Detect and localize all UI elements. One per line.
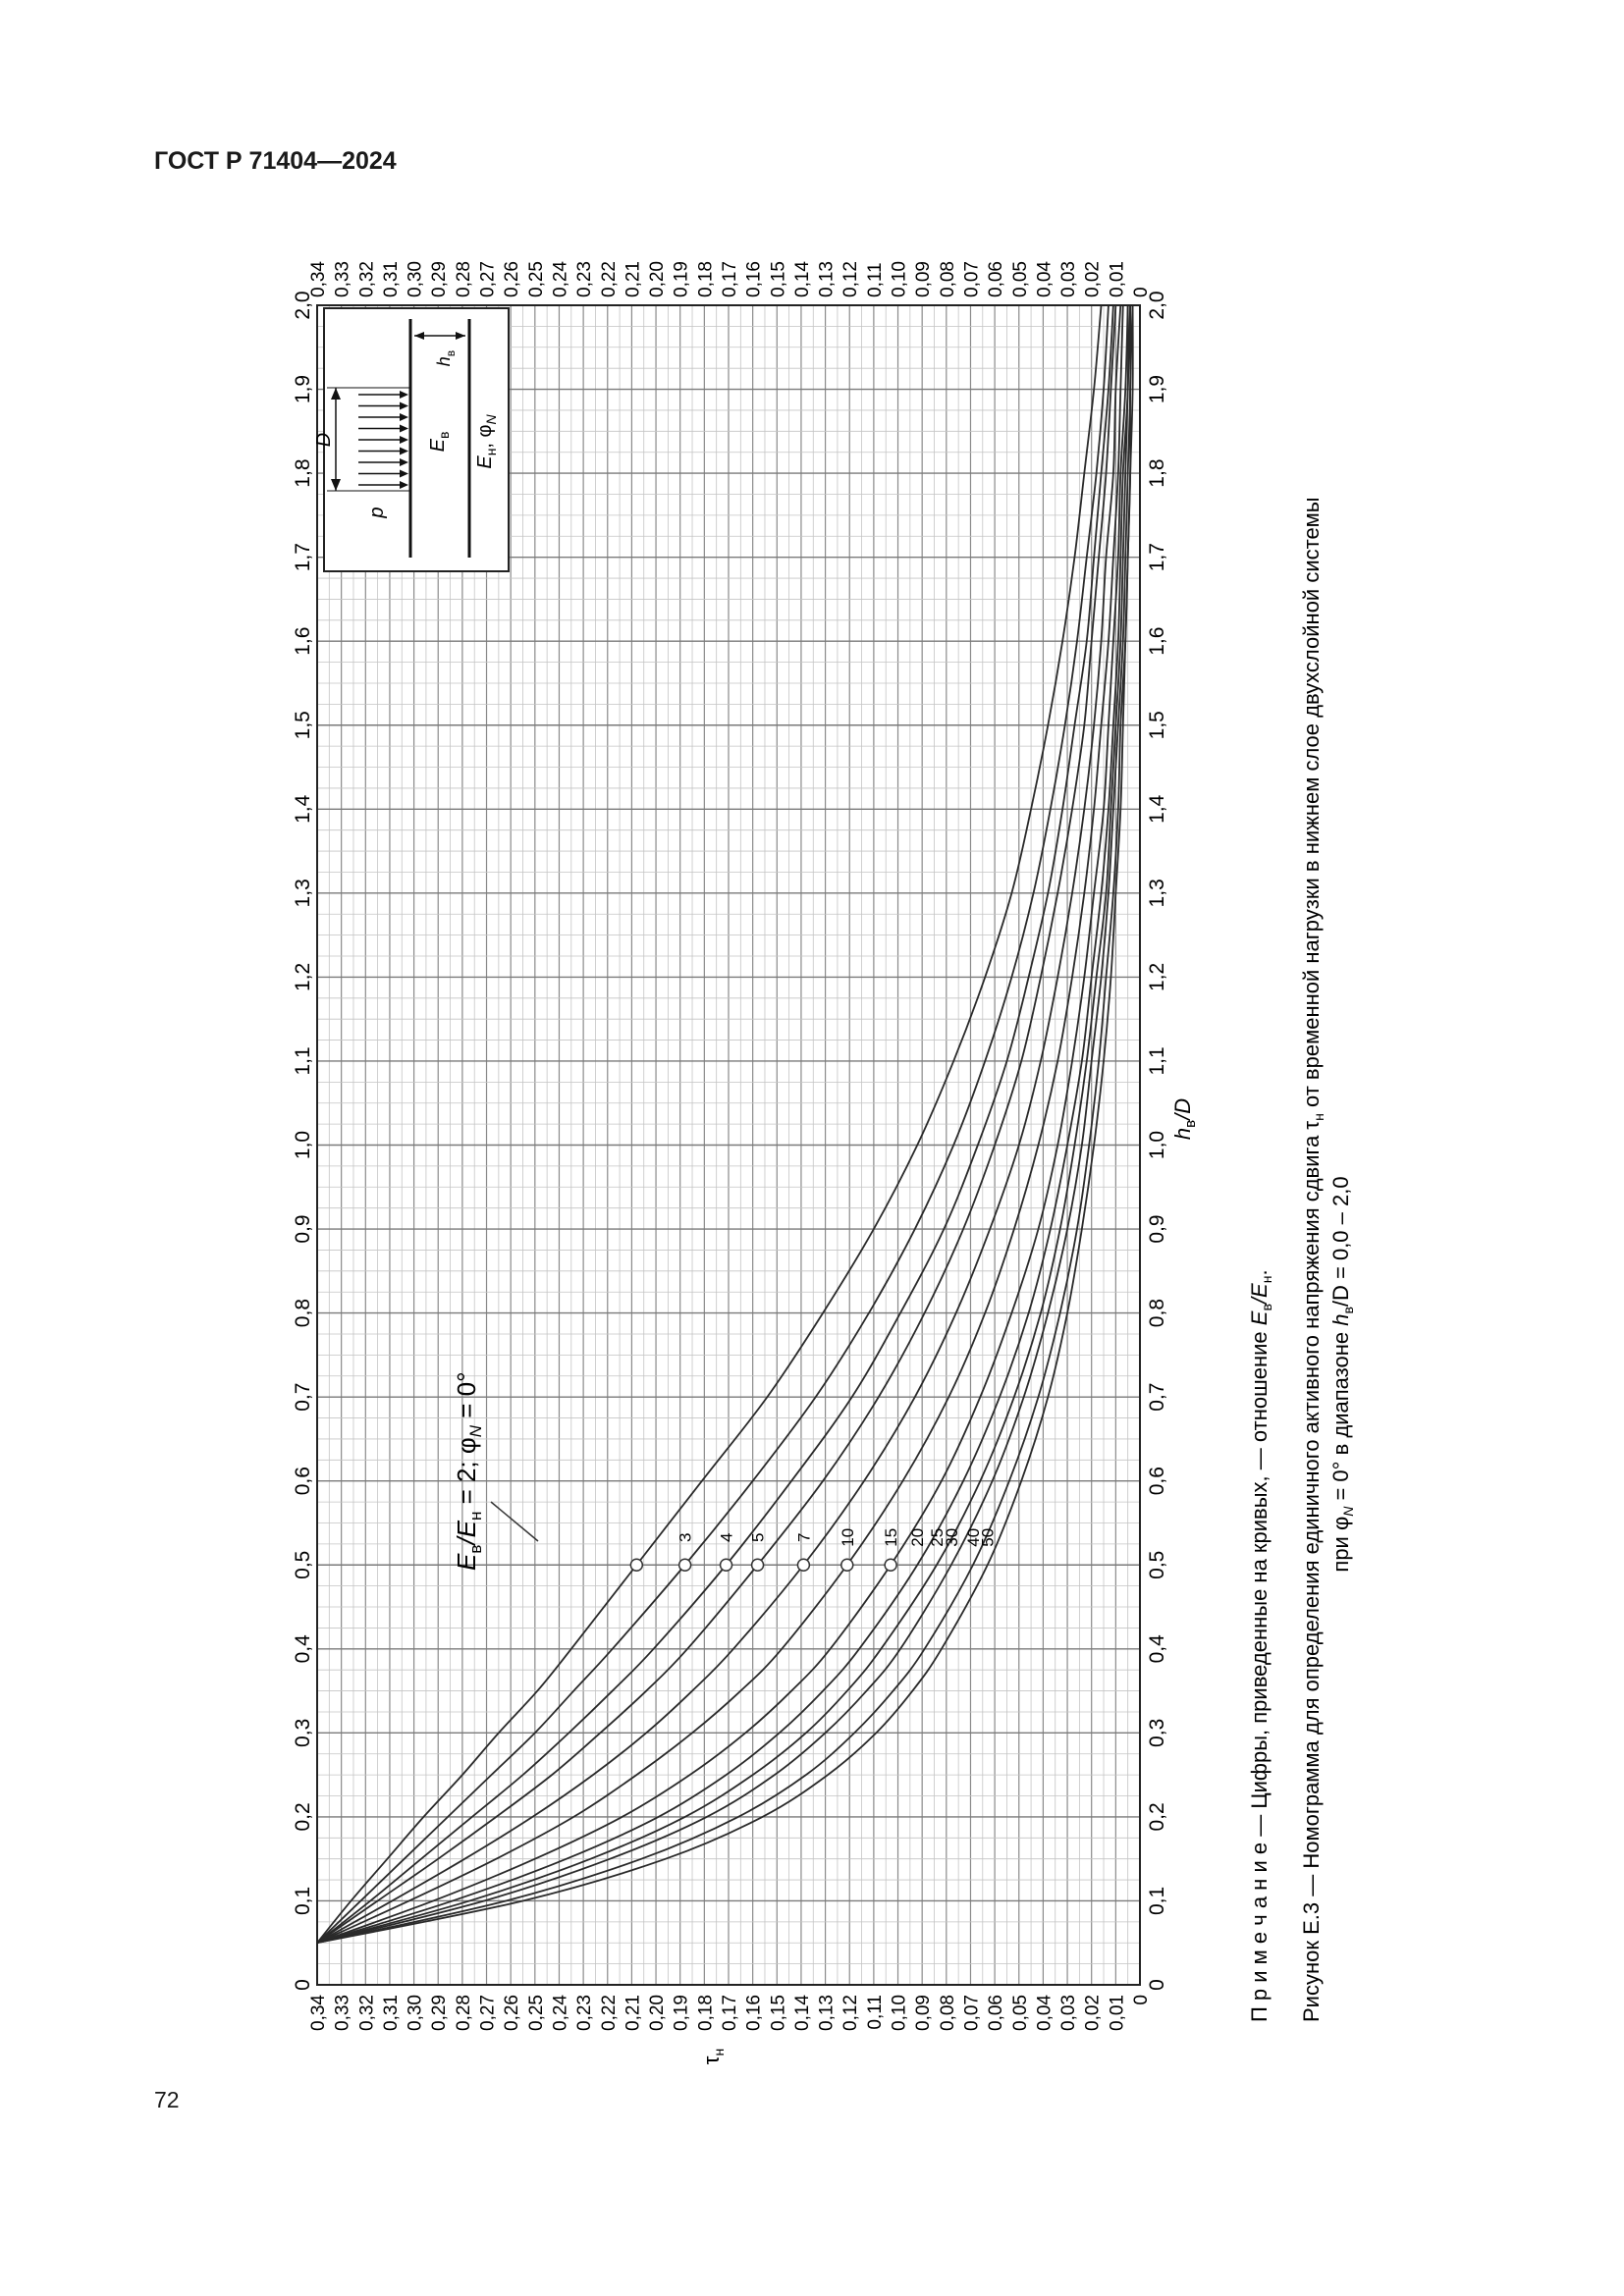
- y-tick-label: 0,24: [550, 261, 571, 297]
- inset-label-D: D: [313, 432, 335, 448]
- y-tick-label: 0,33: [332, 261, 353, 297]
- x-tick-label: 0: [292, 1979, 314, 1991]
- x-tick-label: 0,6: [1146, 1467, 1168, 1496]
- x-tick-label: 1,5: [292, 711, 314, 740]
- y-tick-label: 0,09: [913, 261, 935, 297]
- x-tick-label: 1,5: [1146, 711, 1168, 740]
- x-tick-label: 0,2: [292, 1802, 314, 1832]
- y-tick-label: 0,18: [695, 261, 717, 297]
- x-tick-label: 0,9: [292, 1214, 314, 1244]
- x-tick-label: 1,9: [292, 374, 314, 404]
- y-tick-label: 0,08: [937, 1995, 958, 2031]
- y-tick-label: 0,05: [1009, 1995, 1031, 2031]
- y-tick-label: 0,07: [961, 261, 983, 297]
- x-tick-label: 2,0: [1146, 291, 1168, 320]
- x-tick-label: 1,3: [1146, 879, 1168, 908]
- y-tick-label: 0,31: [380, 261, 402, 297]
- y-tick-label: 0,19: [671, 261, 692, 297]
- x-tick-label: 0,3: [292, 1718, 314, 1747]
- y-tick-label: 0,34: [308, 1995, 329, 2031]
- x-tick-label: 1,0: [1146, 1130, 1168, 1160]
- y-tick-label: 0,12: [840, 261, 862, 297]
- y-axis-label: $\tau_н$: [699, 2048, 727, 2065]
- y-tick-label: 0,32: [356, 261, 378, 297]
- y-tick-label: 0,10: [889, 1995, 910, 2031]
- y-tick-label: 0: [1131, 1995, 1152, 2005]
- x-tick-label: 1,7: [1146, 543, 1168, 572]
- x-tick-label: 0,1: [292, 1886, 314, 1916]
- y-tick-label: 0,13: [816, 261, 838, 297]
- x-tick-label: 1,4: [1146, 794, 1168, 824]
- y-tick-label: 0,22: [598, 1995, 620, 2031]
- y-tick-label: 0,07: [961, 1995, 983, 2031]
- y-tick-label: 0,10: [889, 261, 910, 297]
- x-tick-label: 2,0: [292, 291, 314, 320]
- y-tick-label: 0,16: [743, 1995, 765, 2031]
- y-tick-label: 0,25: [525, 1995, 547, 2031]
- x-tick-label: 0,8: [1146, 1298, 1168, 1328]
- y-tick-label: 0,01: [1107, 261, 1128, 297]
- y-tick-label: 0: [1131, 287, 1152, 297]
- y-tick-label: 0,16: [743, 261, 765, 297]
- y-tick-label: 0,34: [308, 261, 329, 297]
- x-tick-label: 1,4: [292, 794, 314, 824]
- inset-label-h: $h_в$: [434, 349, 458, 367]
- y-tick-label: 0,14: [791, 1995, 813, 2031]
- series-label-30: 30: [942, 1527, 961, 1547]
- series-annotation-label: $E_в/E_н = 2$; $\varphi_N = 0^\circ$: [452, 1371, 485, 1571]
- y-tick-label: 0,28: [453, 1995, 474, 2031]
- x-tick-label: 1,6: [1146, 626, 1168, 656]
- document-header: ГОСТ Р 71404—2024: [154, 147, 397, 175]
- y-tick-label: 0,23: [574, 1995, 596, 2031]
- x-tick-label: 0,5: [1146, 1550, 1168, 1579]
- x-tick-label: 0: [1146, 1979, 1168, 1991]
- inset-label-lower-layer: $E_н$, $\varphi_N$: [474, 414, 499, 469]
- x-tick-label: 0,3: [1146, 1718, 1168, 1747]
- inset-label-p: p: [366, 507, 388, 518]
- series-label-4: 4: [717, 1532, 736, 1542]
- y-tick-label: 0,01: [1107, 1995, 1128, 2031]
- y-tick-label: 0,24: [550, 1995, 571, 2031]
- y-tick-label: 0,29: [429, 261, 451, 297]
- y-tick-label: 0,18: [695, 1995, 717, 2031]
- y-tick-label: 0,17: [720, 1995, 740, 2031]
- y-tick-label: 0,03: [1058, 1995, 1080, 2031]
- y-tick-label: 0,11: [864, 262, 886, 297]
- y-tick-label: 0,13: [816, 1995, 838, 2031]
- y-tick-label: 0,14: [791, 261, 813, 297]
- x-tick-label: 0,6: [292, 1467, 314, 1496]
- x-tick-label: 0,4: [1146, 1634, 1168, 1664]
- x-tick-label: 0,2: [1146, 1802, 1168, 1832]
- y-tick-label: 0,17: [720, 261, 740, 297]
- y-tick-label: 0,32: [356, 1995, 378, 2031]
- x-tick-label: 1,6: [292, 626, 314, 656]
- x-tick-label: 1,7: [292, 543, 314, 572]
- y-tick-label: 0,33: [332, 1995, 353, 2031]
- x-tick-label: 0,7: [1146, 1382, 1168, 1412]
- x-tick-label: 1,1: [1146, 1046, 1168, 1076]
- y-tick-label: 0,03: [1058, 261, 1080, 297]
- x-tick-label: 0,8: [292, 1298, 314, 1328]
- x-tick-label: 0,1: [1146, 1886, 1168, 1916]
- y-tick-label: 0,30: [405, 261, 426, 297]
- x-tick-label: 1,8: [292, 458, 314, 488]
- y-tick-label: 0,04: [1034, 261, 1056, 297]
- y-tick-label: 0,04: [1034, 1995, 1056, 2031]
- x-tick-label: 0,7: [292, 1382, 314, 1412]
- x-tick-label: 1,3: [292, 879, 314, 908]
- y-tick-label: 0,11: [864, 1995, 886, 2030]
- y-tick-label: 0,12: [840, 1995, 862, 2031]
- x-tick-label: 1,9: [1146, 374, 1168, 404]
- series-label-20: 20: [908, 1527, 928, 1547]
- y-tick-label: 0,15: [768, 261, 789, 297]
- y-tick-label: 0,28: [453, 261, 474, 297]
- series-label-10: 10: [838, 1527, 857, 1547]
- y-tick-label: 0,06: [986, 1995, 1007, 2031]
- y-tick-label: 0,22: [598, 261, 620, 297]
- y-tick-label: 0,29: [429, 1995, 451, 2031]
- series-label-5: 5: [748, 1532, 768, 1542]
- y-tick-label: 0,21: [623, 261, 644, 297]
- y-tick-label: 0,23: [574, 261, 596, 297]
- x-tick-label: 0,9: [1146, 1214, 1168, 1244]
- y-tick-label: 0,20: [647, 261, 669, 297]
- page-number: 72: [154, 2087, 180, 2112]
- x-tick-label: 1,2: [292, 962, 314, 992]
- figure-caption-line2: при $\varphi_N = 0^\circ$ в диапазоне $h_в/D = 0,0 - 2,0$: [1328, 1176, 1356, 1573]
- x-tick-label: 1,8: [1146, 458, 1168, 488]
- series-label-40: 40: [963, 1527, 983, 1547]
- y-tick-label: 0,02: [1082, 261, 1104, 297]
- series-label-50: 50: [978, 1527, 998, 1547]
- y-tick-label: 0,26: [502, 261, 523, 297]
- x-tick-label: 0,4: [292, 1634, 314, 1664]
- x-tick-label: 1,2: [1146, 962, 1168, 992]
- y-tick-label: 0,27: [477, 1995, 499, 2031]
- y-tick-label: 0,30: [405, 1995, 426, 2031]
- series-label-3: 3: [676, 1532, 695, 1542]
- x-tick-label: 0,5: [292, 1550, 314, 1579]
- y-tick-label: 0,31: [380, 1995, 402, 2031]
- note-text: П р и м е ч а н и е — Цифры, приведенные на кривых, — отношение $E_в/E_н$.: [1247, 1269, 1274, 2022]
- y-tick-label: 0,06: [986, 261, 1007, 297]
- inset-label-upper-layer: $E_в$: [427, 431, 452, 453]
- x-tick-label: 1,1: [292, 1046, 314, 1076]
- y-tick-label: 0,19: [671, 1995, 692, 2031]
- y-tick-label: 0,05: [1009, 261, 1031, 297]
- y-tick-label: 0,08: [937, 261, 958, 297]
- y-tick-label: 0,25: [525, 261, 547, 297]
- y-tick-label: 0,20: [647, 1995, 669, 2031]
- y-tick-label: 0,02: [1082, 1995, 1104, 2031]
- x-axis-label: $h_в/D$: [1170, 1097, 1199, 1141]
- series-label-15: 15: [882, 1527, 901, 1547]
- y-tick-label: 0,09: [913, 1995, 935, 2031]
- series-label-7: 7: [794, 1532, 814, 1542]
- y-tick-label: 0,15: [768, 1995, 789, 2031]
- series-label-25: 25: [927, 1527, 947, 1547]
- y-tick-label: 0,27: [477, 261, 499, 297]
- y-tick-label: 0,26: [502, 1995, 523, 2031]
- x-tick-label: 1,0: [292, 1130, 314, 1160]
- y-tick-label: 0,21: [623, 1995, 644, 2031]
- figure-caption-line1: Рисунок Е.3 — Номограмма для определения единичного активного напряжения сдвига $\tau_н$ от временной нагрузки в нижнем слое двухслойной системы: [1299, 497, 1326, 2022]
